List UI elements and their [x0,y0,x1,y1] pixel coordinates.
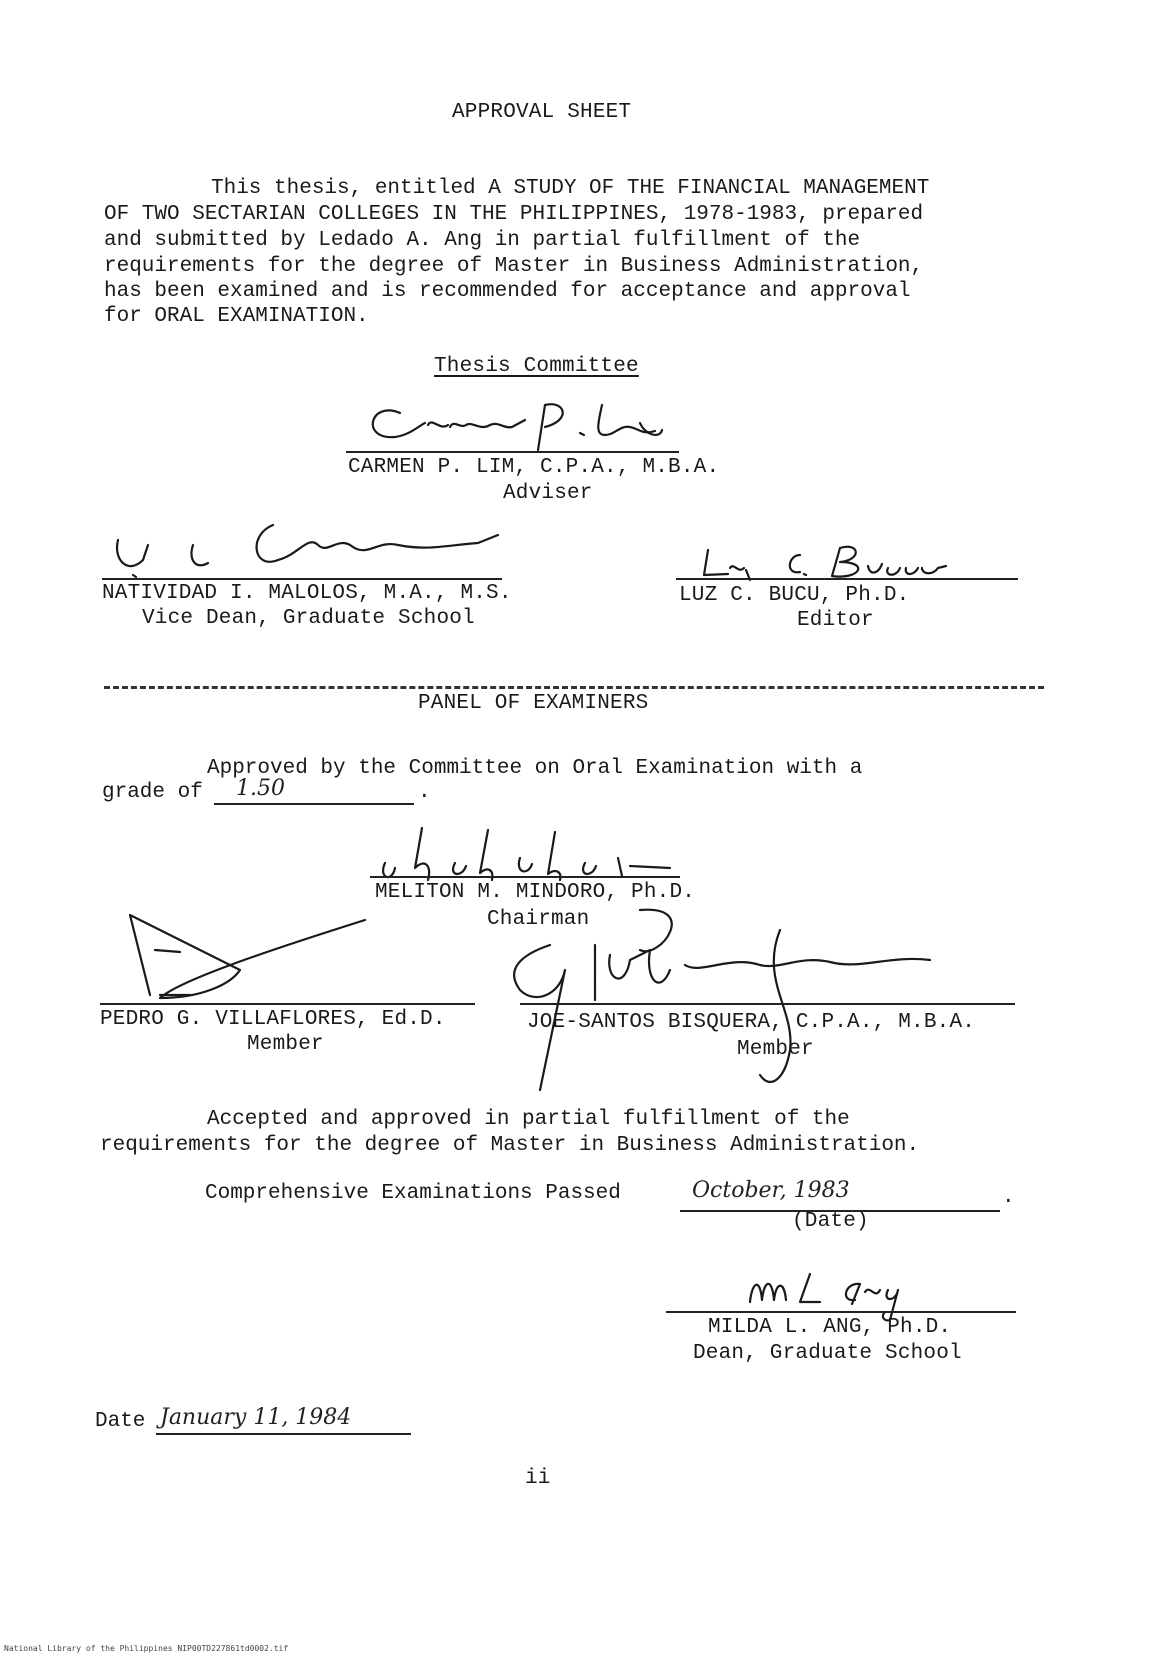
committee-heading: Thesis Committee [434,355,639,378]
intro-line-3: and submitted by Ledado A. Ang in partial fulfillment of the [104,229,861,252]
member1-name: PEDRO G. VILLAFLORES, Ed.D. [100,1008,446,1031]
member2-role: Member [737,1038,814,1061]
dean-role: Dean, Graduate School [693,1342,962,1365]
section-divider [104,686,1044,689]
member2-signature [500,900,950,1100]
adviser-name: CARMEN P. LIM, C.P.A., M.B.A. [348,456,720,479]
grade-period: . [418,781,431,804]
page-title: APPROVAL SHEET [452,101,632,124]
chairman-role: Chairman [487,908,590,931]
grade-line [214,803,414,805]
comprehensive-period: . [1002,1186,1015,1209]
comprehensive-date-caption: (Date) [792,1210,869,1233]
intro-line-2: OF TWO SECTARIAN COLLEGES IN THE PHILIPPINES, 1978-1983, prepared [104,203,924,226]
editor-name: LUZ C. BUCU, Ph.D. [679,584,910,607]
date-line [156,1433,411,1435]
member1-signature-line [100,1003,475,1005]
vice-dean-signature [108,515,508,585]
adviser-signature [340,395,680,455]
date-value: January 11, 1984 [160,1405,352,1430]
panel-approved-line-2-prefix: grade of [102,781,203,804]
acceptance-line-2: requirements for the degree of Master in Business Administration. [100,1134,920,1157]
member2-signature-line [520,1003,1015,1005]
intro-line-1: This thesis, entitled A STUDY OF THE FINANCIAL MANAGEMENT [211,177,930,200]
vice-dean-signature-line [102,578,502,580]
scan-footer: National Library of the Philippines NIP00TD227861td0002.tif [4,1644,289,1653]
vice-dean-name: NATIVIDAD I. MALOLOS, M.A., M.S. [102,582,512,605]
member1-signature [120,910,380,1005]
grade-value: 1.50 [236,776,285,801]
intro-line-4: requirements for the degree of Master in Business Administration, [104,255,924,278]
member1-role: Member [247,1033,324,1056]
adviser-signature-line [346,451,679,453]
chairman-signature-line [370,876,680,878]
intro-line-6: for ORAL EXAMINATION. [104,305,369,328]
editor-role: Editor [797,609,874,632]
panel-heading: PANEL OF EXAMINERS [418,692,649,715]
member2-name: JOE-SANTOS BISQUERA, C.P.A., M.B.A. [527,1011,976,1034]
page-number: ii [525,1467,551,1490]
intro-line-5: has been examined and is recommended for acceptance and approval [104,280,911,303]
date-label: Date [95,1410,146,1433]
comprehensive-date: October, 1983 [692,1178,850,1203]
vice-dean-role: Vice Dean, Graduate School [142,607,475,630]
acceptance-line-1: Accepted and approved in partial fulfillment of the [207,1108,850,1131]
comprehensive-label: Comprehensive Examinations Passed [205,1182,621,1205]
dean-signature-line [666,1311,1016,1313]
editor-signature-line [676,578,1018,580]
dean-name: MILDA L. ANG, Ph.D. [708,1316,952,1339]
chairman-name: MELITON M. MINDORO, Ph.D. [375,881,696,904]
panel-approved-line-1: Approved by the Committee on Oral Examination with a [207,757,863,780]
dean-signature [740,1262,930,1322]
adviser-role: Adviser [503,482,593,505]
